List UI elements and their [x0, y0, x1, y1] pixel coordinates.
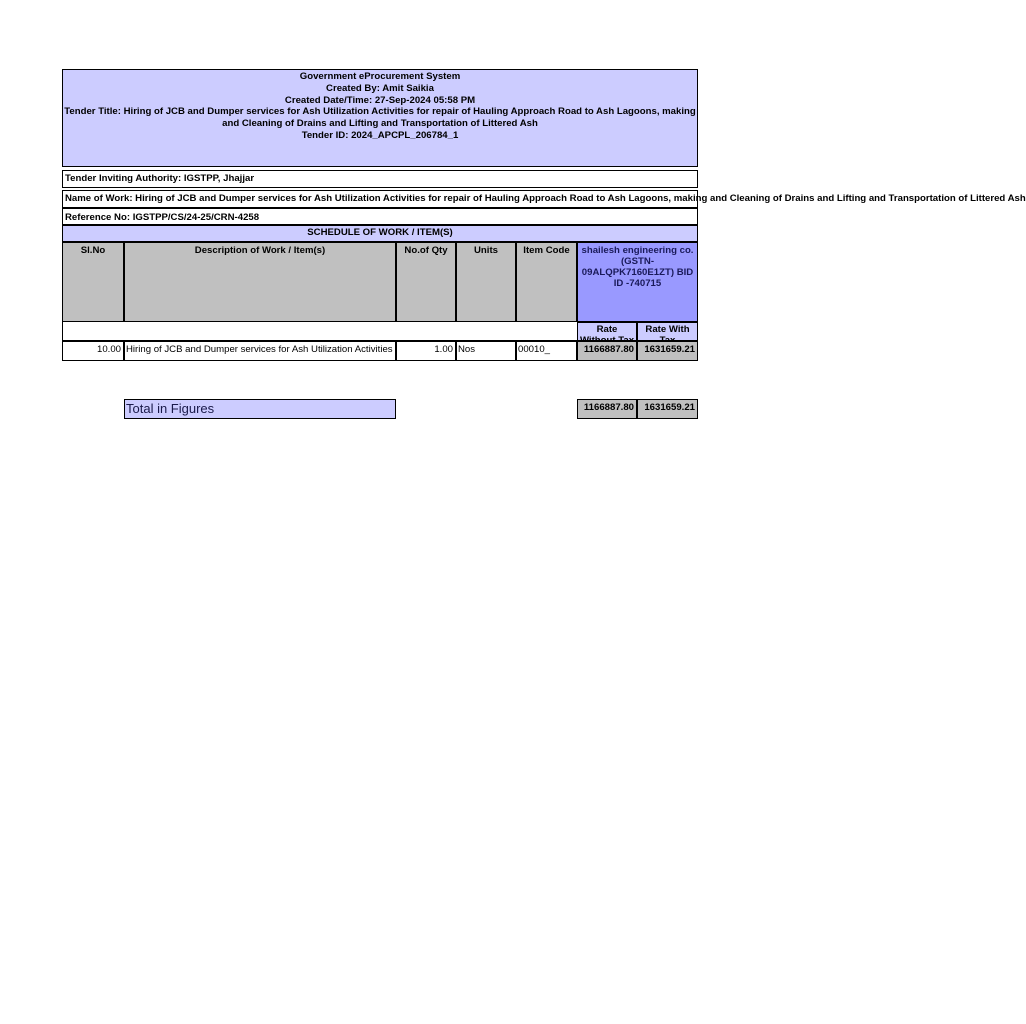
col-header-rate-with-tax: Rate With [637, 322, 698, 341]
item-rate-without-tax: 1166887.80 [577, 341, 637, 361]
tender-id: Tender ID: 2024_APCPL_206784_1 [301, 129, 459, 141]
item-sl-no: 10.00 [62, 341, 124, 361]
total-rate-with-tax: 1631659.21 [637, 399, 698, 419]
col-header-bidder: shailesh engineering co. (GSTN-09ALQPK7160E1ZT) BID ID -740715 [577, 242, 698, 322]
system-name: Government eProcurement System [299, 71, 461, 82]
total-label: Total in Figures [124, 399, 396, 419]
reference-no: Reference No: IGSTPP/CS/24-25/CRN-4258 [62, 208, 698, 225]
col-header-qty: No.of Qty [396, 242, 456, 322]
col-header-rate-without-tax: Rate [577, 322, 637, 341]
item-qty: 1.00 [396, 341, 456, 361]
tender-title: Tender Title: Hiring of JCB and Dumper services for Ash Utilization Activities for repair of Hauling Approach Road to Ash Lagoons, making and Cleaning of Drains and Lifting and Transportation of Littered Ash [64, 106, 696, 130]
col-header-sl-no: Sl.No [62, 242, 124, 322]
col-header-units: Units [456, 242, 516, 322]
item-units: Nos [456, 341, 516, 361]
col-header-item-code: Item Code [516, 242, 577, 322]
inviting-authority: Tender Inviting Authority: IGSTPP, Jhajjar [62, 170, 698, 188]
created-datetime: Created Date/Time: 27-Sep-2024 05:58 PM [284, 94, 476, 106]
schedule-title: SCHEDULE OF WORK / ITEM(S) [62, 225, 698, 242]
item-code: 00010_ [516, 341, 577, 361]
tender-header [62, 69, 698, 167]
spacer-row [62, 322, 577, 341]
item-description: Hiring of JCB and Dumper services for Ash Utilization Activities [124, 341, 396, 361]
col-header-description: Description of Work / Item(s) [124, 242, 396, 322]
total-rate-without-tax: 1166887.80 [577, 399, 637, 419]
created-by: Created By: Amit Saikia [326, 82, 434, 94]
item-rate-with-tax: 1631659.21 [637, 341, 698, 361]
name-of-work: Name of Work: Hiring of JCB and Dumper services for Ash Utilization Activities for repair of Hauling Approach Road to Ash Lagoons, making and Cleaning of Drains and Lifting and Transportation of Littered Ash [62, 190, 698, 208]
